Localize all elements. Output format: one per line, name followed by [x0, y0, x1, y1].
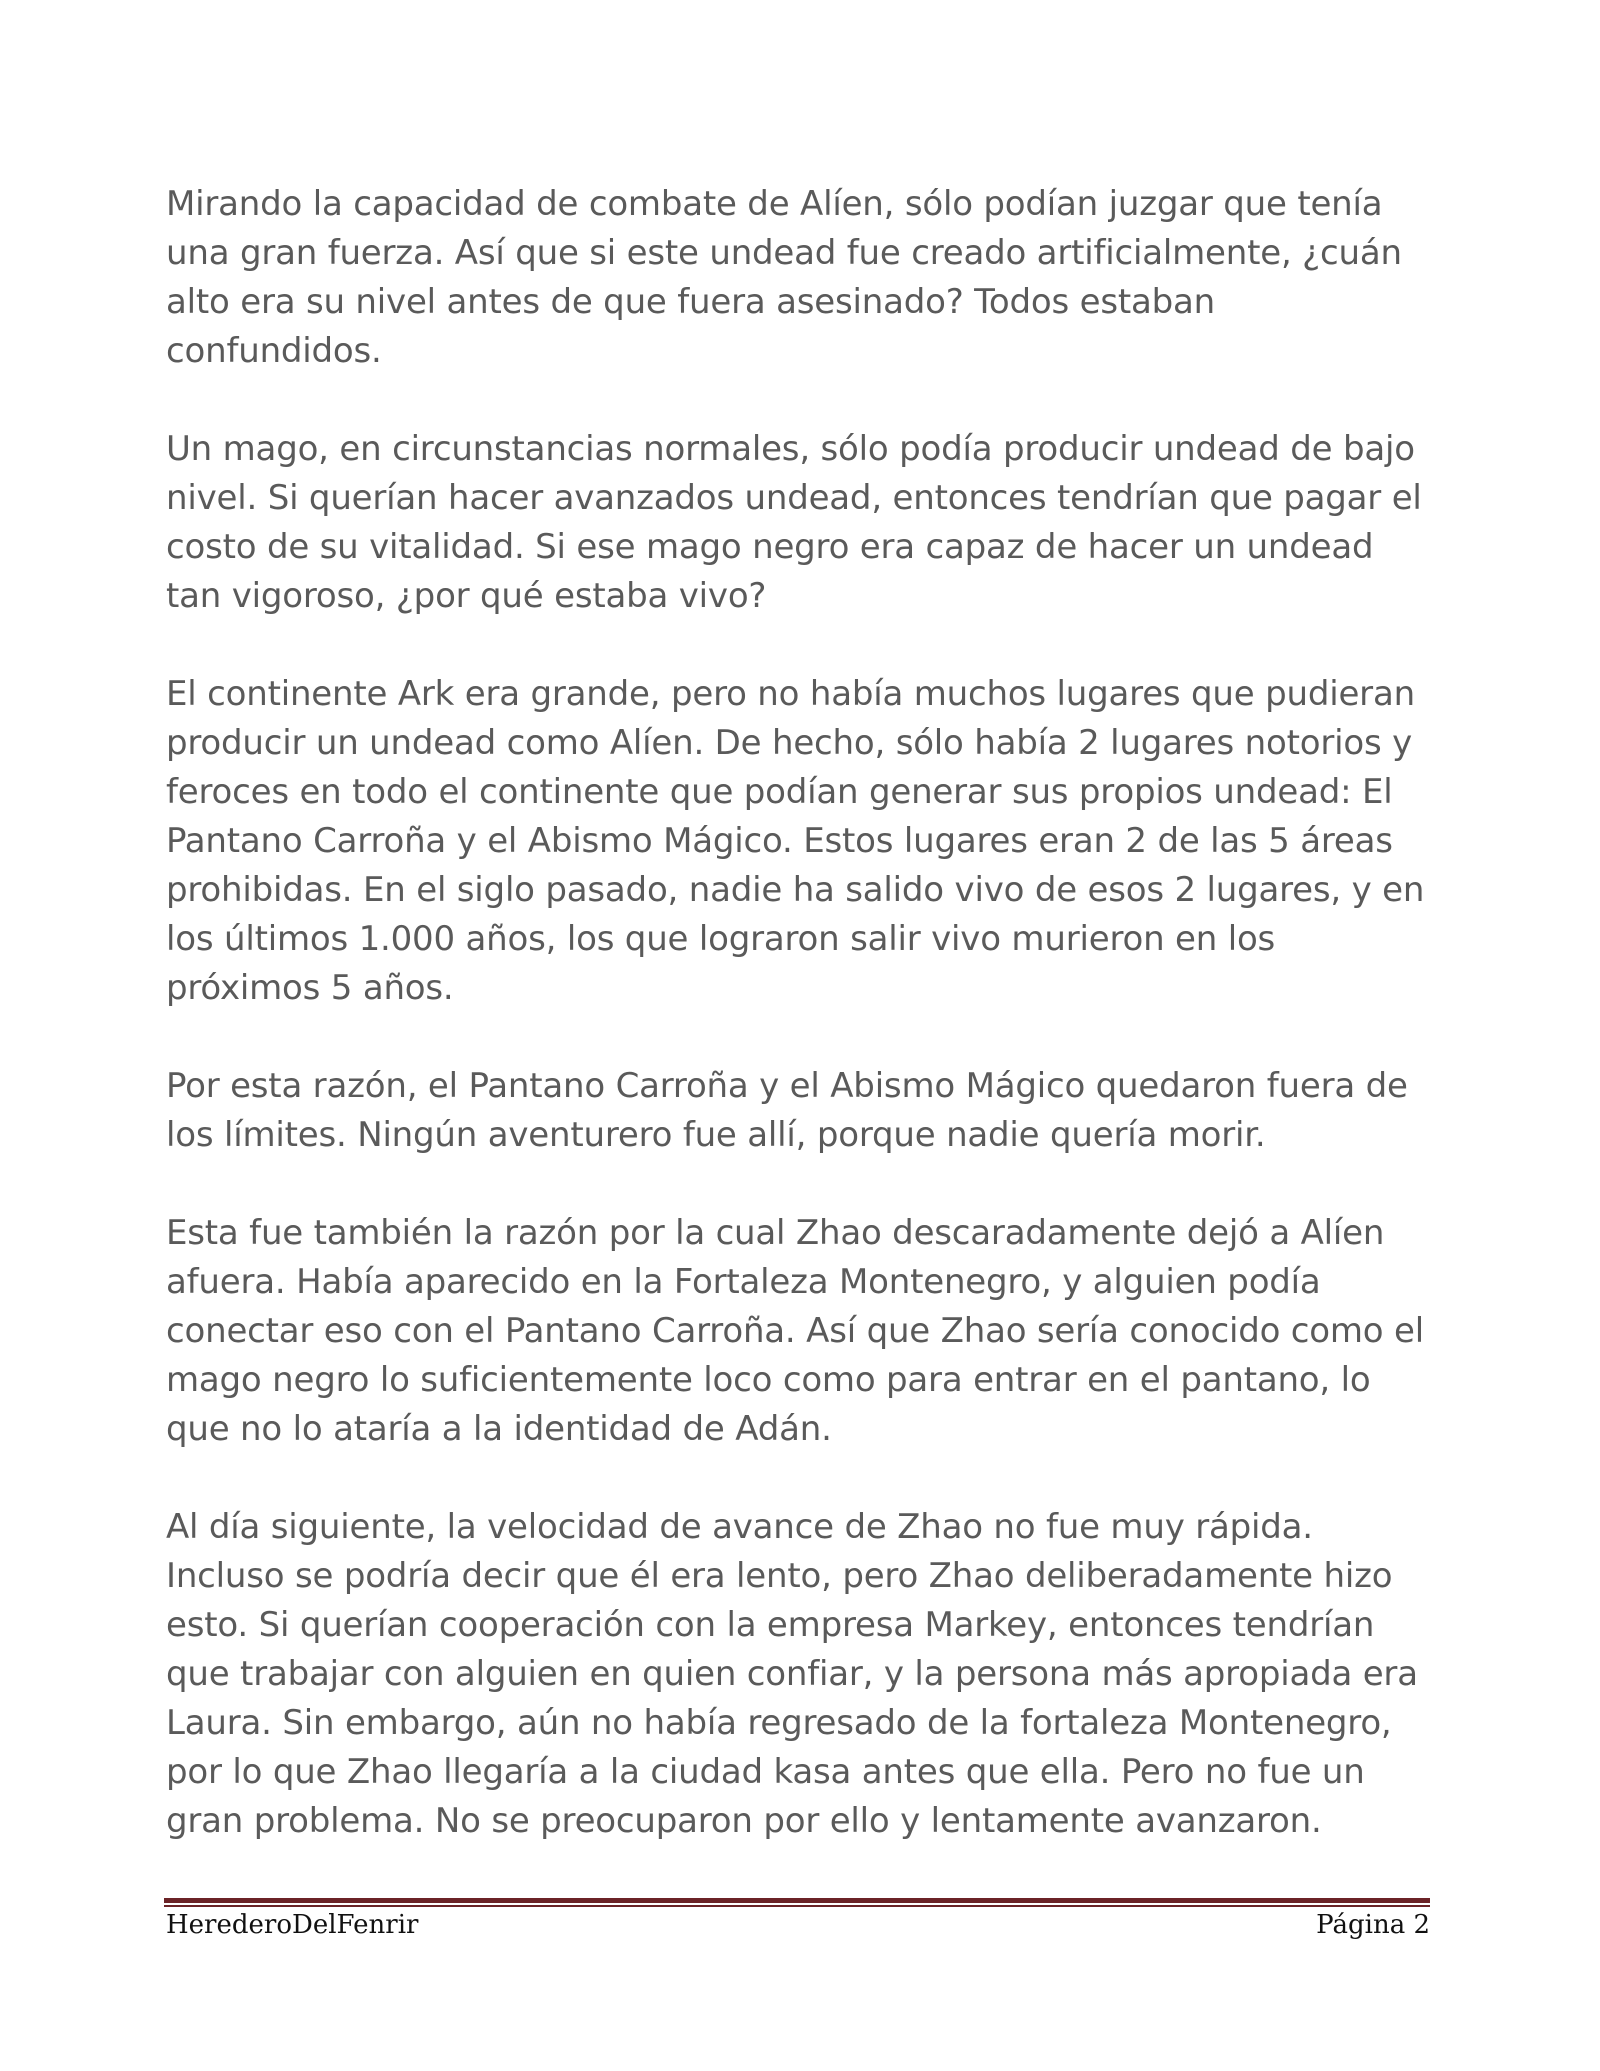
paragraph-3: El continente Ark era grande, pero no había muchos lugares que pudieran producir un undead como Alíen. De hecho, sólo había 2 lugares notorios y feroces en todo el continente que podían generar sus propios undead: El Pantano Carroña y el Abismo Mágico. Estos lugares eran 2 de las 5 áreas prohibidas. En el siglo pasado, nadie ha salido vivo de esos 2 lugares, y en los últimos 1.000 años, los que lograron salir vivo murieron en los próximos 5 años. — [166, 674, 1425, 1008]
paragraph-1: Mirando la capacidad de combate de Alíen, sólo podían juzgar que tenía una gran fuerza. Así que si este undead fue creado artificialmente, ¿cuán alto era su nivel antes de que fuera asesinado? Todos estaban confundidos. — [166, 184, 1402, 371]
footer-page-number: Página 2 — [1316, 1910, 1430, 1940]
footer-author: HerederoDelFenrir — [166, 1910, 419, 1940]
footer-divider — [164, 1898, 1430, 1907]
paragraph-2: Un mago, en circunstancias normales, sólo podía producir undead de bajo nivel. Si querían hacer avanzados undead, entonces tendrían que pagar el costo de su vitalidad. Si ese mago negro era capaz de hacer un undead tan vigoroso, ¿por qué estaba vivo? — [166, 429, 1422, 616]
page-body — [166, 180, 1434, 1895]
paragraph-6: Al día siguiente, la velocidad de avance de Zhao no fue muy rápida. Incluso se podría decir que él era lento, pero Zhao deliberadamente hizo esto. Si querían cooperación con la empresa Markey, entonces tendrían que trabajar con alguien en quien confiar, y la persona más apropiada era Laura. Sin embargo, aún no había regresado de la fortaleza Montenegro, por lo que Zhao llegaría a la ciudad kasa antes que ella. Pero no fue un gran problema. No se preocuparon por ello y lentamente avanzaron. — [166, 1507, 1418, 1841]
paragraph-4: Por esta razón, el Pantano Carroña y el Abismo Mágico quedaron fuera de los límites. Ningún aventurero fue allí, porque nadie quería morir. — [166, 1066, 1408, 1155]
paragraph-5: Esta fue también la razón por la cual Zhao descaradamente dejó a Alíen afuera. Había aparecido en la Fortaleza Montenegro, y alguien podía conectar eso con el Pantano Carroña. Así que Zhao sería conocido como el mago negro lo suficientemente loco como para entrar en el pantano, lo que no lo ataría a la identidad de Adán. — [166, 1213, 1424, 1449]
page-footer — [166, 1910, 1430, 1940]
